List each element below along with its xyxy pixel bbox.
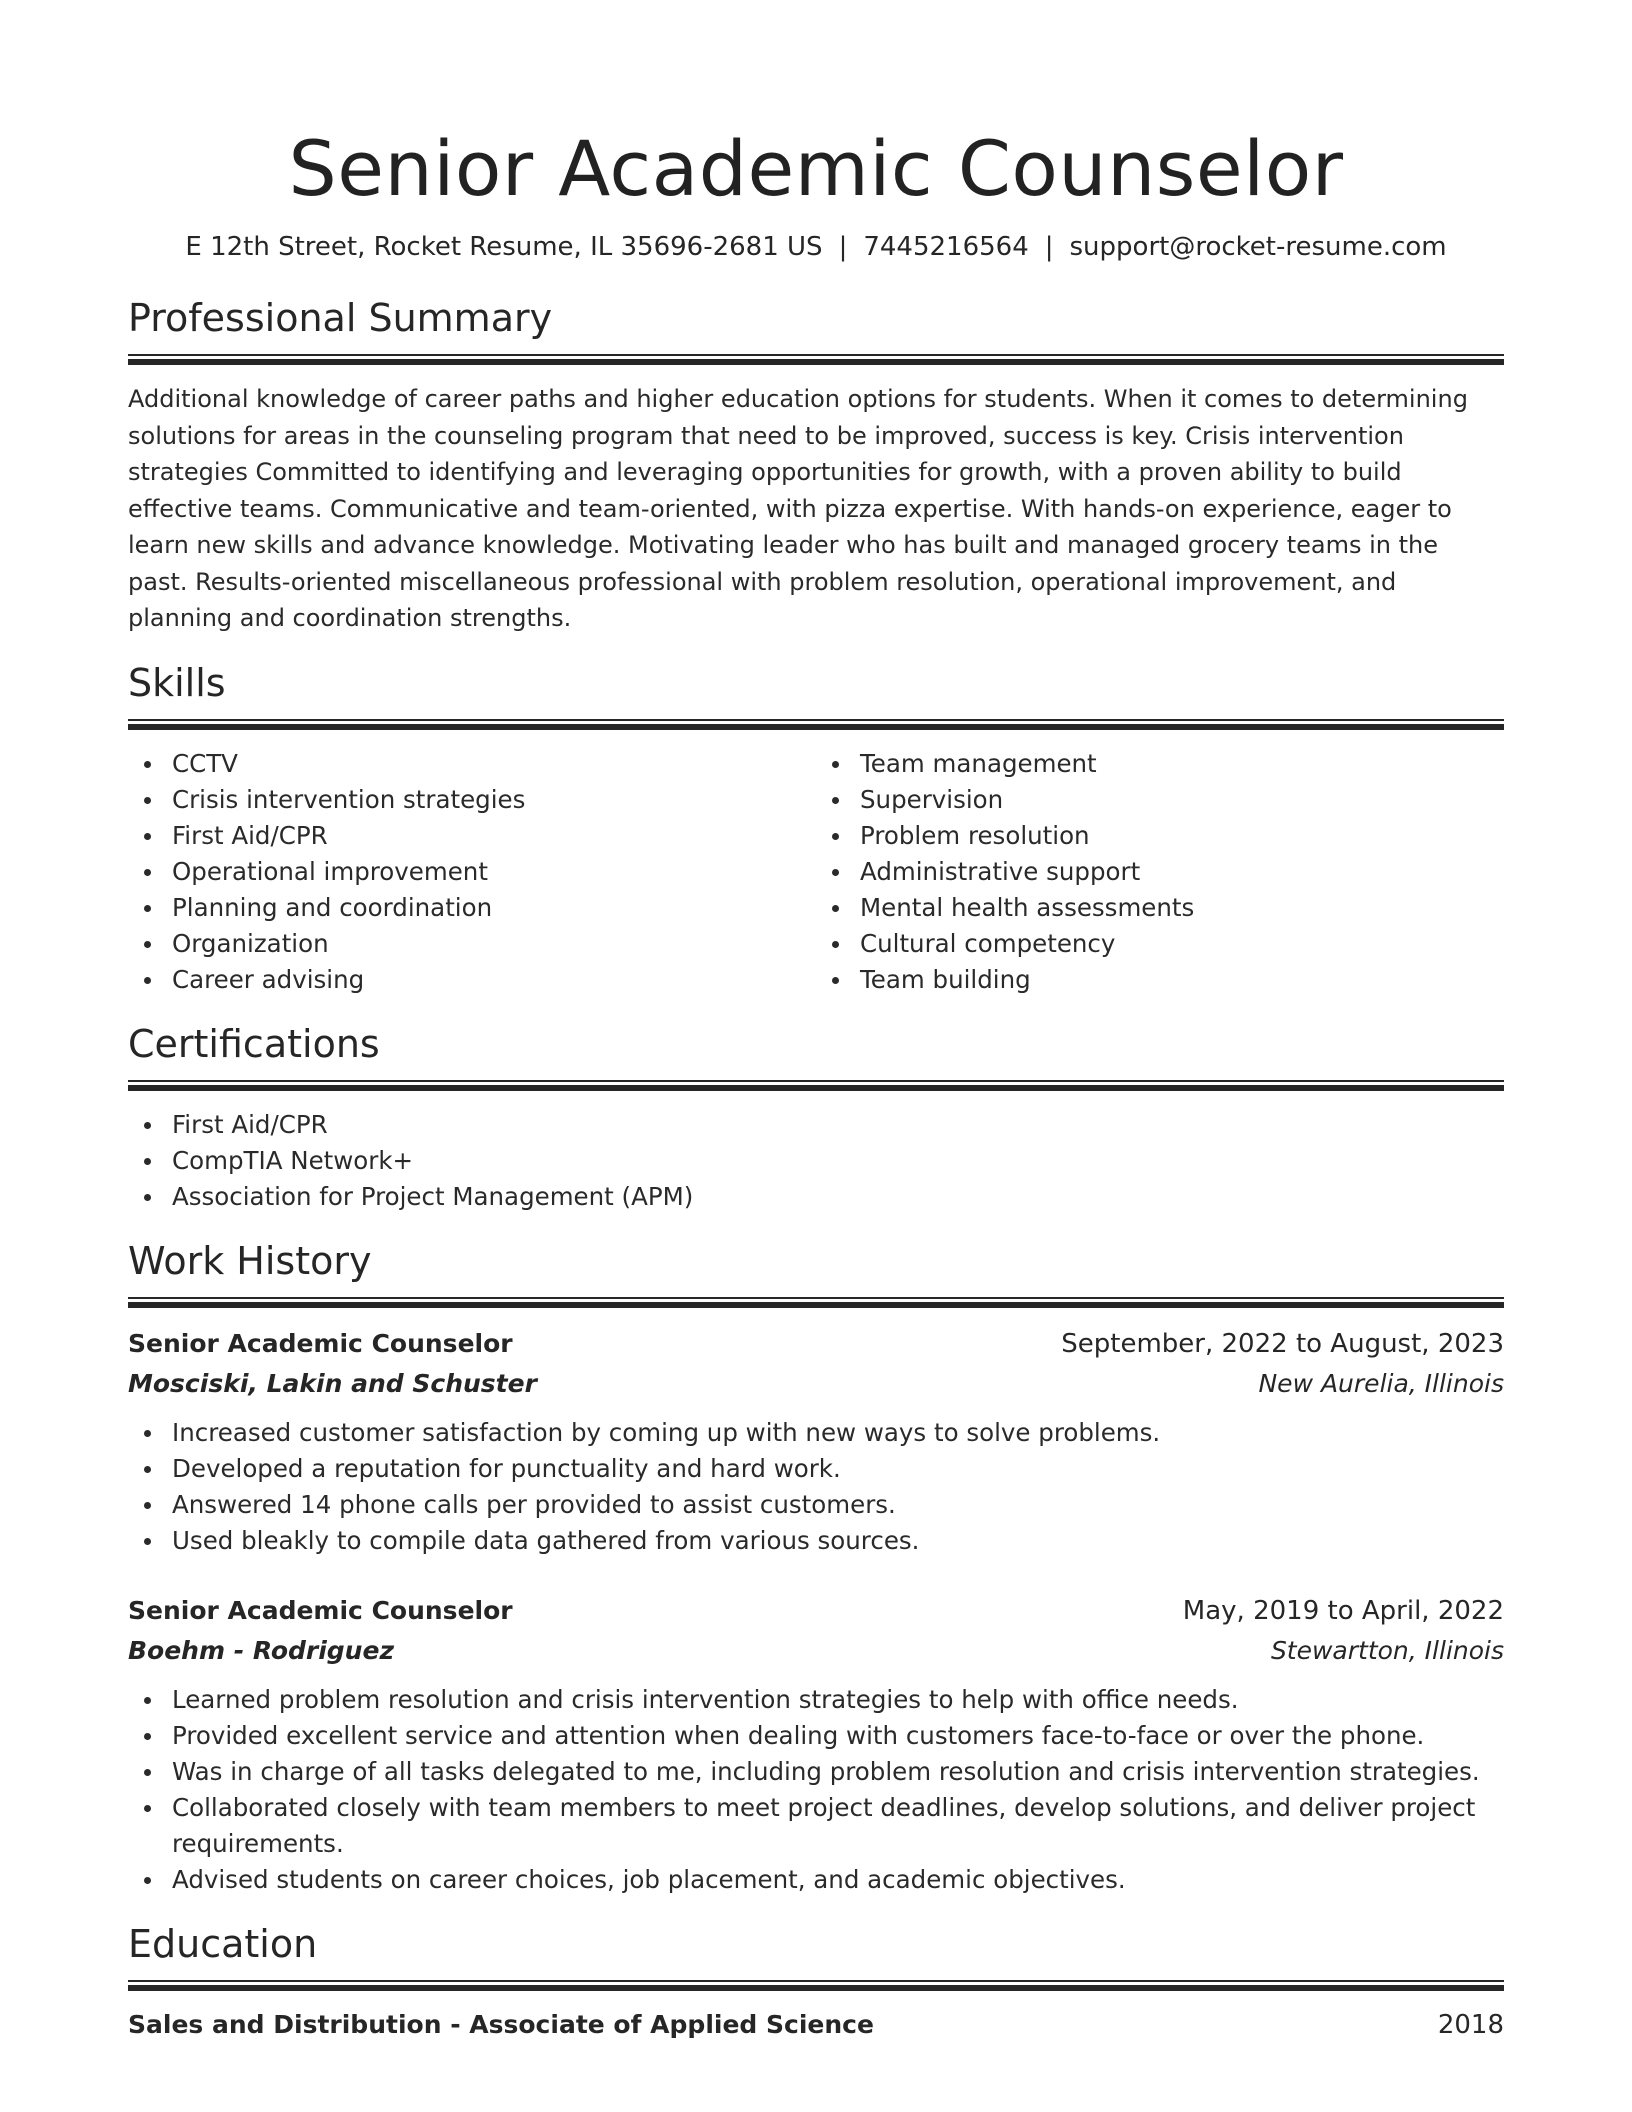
education-section [128, 1920, 1504, 2043]
job-company: Mosciski, Lakin and Schuster [128, 1368, 537, 1398]
skill-item: CCTV [128, 746, 816, 782]
contact-separator: | [838, 232, 848, 262]
contact-address: E 12th Street, Rocket Resume, IL 35696-2681 US [185, 232, 823, 262]
contact-phone: 7445216564 [863, 232, 1029, 262]
certification-item: Association for Project Management (APM) [128, 1179, 1504, 1215]
job-title: Senior Academic Counselor [128, 1328, 513, 1358]
job-entry [128, 1324, 1504, 1559]
skills-heading: Skills [128, 660, 226, 705]
certifications-heading: Certifications [128, 1021, 380, 1066]
education-degree: Sales and Distribution - Associate of Applied Science [128, 2009, 874, 2039]
job-bullet: Collaborated closely with team members to meet project deadlines, develop solutions, and deliver project requirements. [128, 1790, 1504, 1862]
job-location: New Aurelia, Illinois [1258, 1368, 1504, 1398]
section-divider [128, 1080, 1504, 1091]
skill-item: Planning and coordination [128, 890, 816, 926]
section-divider [128, 1297, 1504, 1308]
skill-item: Operational improvement [128, 854, 816, 890]
section-divider [128, 719, 1504, 730]
contact-separator: | [1044, 232, 1054, 262]
skill-item: Organization [128, 926, 816, 962]
certifications-list [128, 1107, 1504, 1215]
job-bullets [128, 1415, 1504, 1559]
skill-item: Career advising [128, 962, 816, 998]
job-bullet: Developed a reputation for punctuality and hard work. [128, 1451, 1504, 1487]
certifications-section [128, 1020, 1504, 1215]
skills-section [128, 659, 1504, 998]
job-location: Stewartton, Illinois [1270, 1635, 1504, 1665]
certification-item: CompTIA Network+ [128, 1143, 1504, 1179]
skill-item: Mental health assessments [816, 890, 1504, 926]
skill-item: Team management [816, 746, 1504, 782]
job-bullets [128, 1682, 1504, 1898]
education-year: 2018 [1437, 2009, 1504, 2040]
job-entry [128, 1591, 1504, 1898]
skill-item: Team building [816, 962, 1504, 998]
summary-heading: Professional Summary [128, 296, 553, 340]
skills-grid [128, 746, 1504, 998]
skill-item: Problem resolution [816, 818, 1504, 854]
job-bullet: Used bleakly to compile data gathered from various sources. [128, 1523, 1504, 1559]
skill-item: Administrative support [816, 854, 1504, 890]
job-company-row [128, 1364, 1504, 1403]
skills-list-left [128, 746, 816, 998]
job-header-row [128, 1324, 1504, 1364]
work-history-section [128, 1237, 1504, 1898]
skill-item: First Aid/CPR [128, 818, 816, 854]
section-divider [128, 354, 1504, 365]
job-company-row [128, 1631, 1504, 1670]
contact-line [128, 230, 1504, 264]
work-history-heading: Work History [128, 1238, 372, 1283]
section-divider [128, 1980, 1504, 1991]
job-bullet: Advised students on career choices, job placement, and academic objectives. [128, 1862, 1504, 1898]
summary-text: Additional knowledge of career paths and higher education options for students. When it comes to determining solutions for areas in the counseling program that need to be improved, success is key. Crisis intervention strategies Committed to identifying and leveraging opportunities for growth, with a proven ability to build effective teams. Communicative and team-oriented, with pizza expertise. With hands-on experience, eager to learn new skills and advance knowledge. Motivating leader who has built and managed grocery teams in the past. Results-oriented miscellaneous professional with problem resolution, operational improvement, and planning and coordination strengths. [128, 385, 1468, 632]
job-bullet: Increased customer satisfaction by coming up with new ways to solve problems. [128, 1415, 1504, 1451]
skills-list-right [816, 746, 1504, 998]
job-header-row [128, 1591, 1504, 1631]
job-bullet: Learned problem resolution and crisis intervention strategies to help with office needs. [128, 1682, 1504, 1718]
job-title: Senior Academic Counselor [128, 1595, 513, 1625]
job-bullet: Answered 14 phone calls per provided to assist customers. [128, 1487, 1504, 1523]
job-bullet: Was in charge of all tasks delegated to me, including problem resolution and crisis intervention strategies. [128, 1754, 1504, 1790]
skill-item: Cultural competency [816, 926, 1504, 962]
contact-email: support@rocket-resume.com [1069, 232, 1447, 262]
education-heading: Education [128, 1921, 318, 1966]
education-entry [128, 2007, 1504, 2043]
skill-item: Supervision [816, 782, 1504, 818]
certification-item: First Aid/CPR [128, 1107, 1504, 1143]
job-dates: May, 2019 to April, 2022 [1182, 1595, 1504, 1626]
job-company: Boehm - Rodriguez [128, 1635, 394, 1665]
job-bullet: Provided excellent service and attention when dealing with customers face-to-face or over the phone. [128, 1718, 1504, 1754]
job-dates: September, 2022 to August, 2023 [1061, 1328, 1504, 1359]
summary-section [128, 294, 1504, 637]
skill-item: Crisis intervention strategies [128, 782, 816, 818]
resume-name: Senior Academic Counselor [288, 124, 1344, 213]
